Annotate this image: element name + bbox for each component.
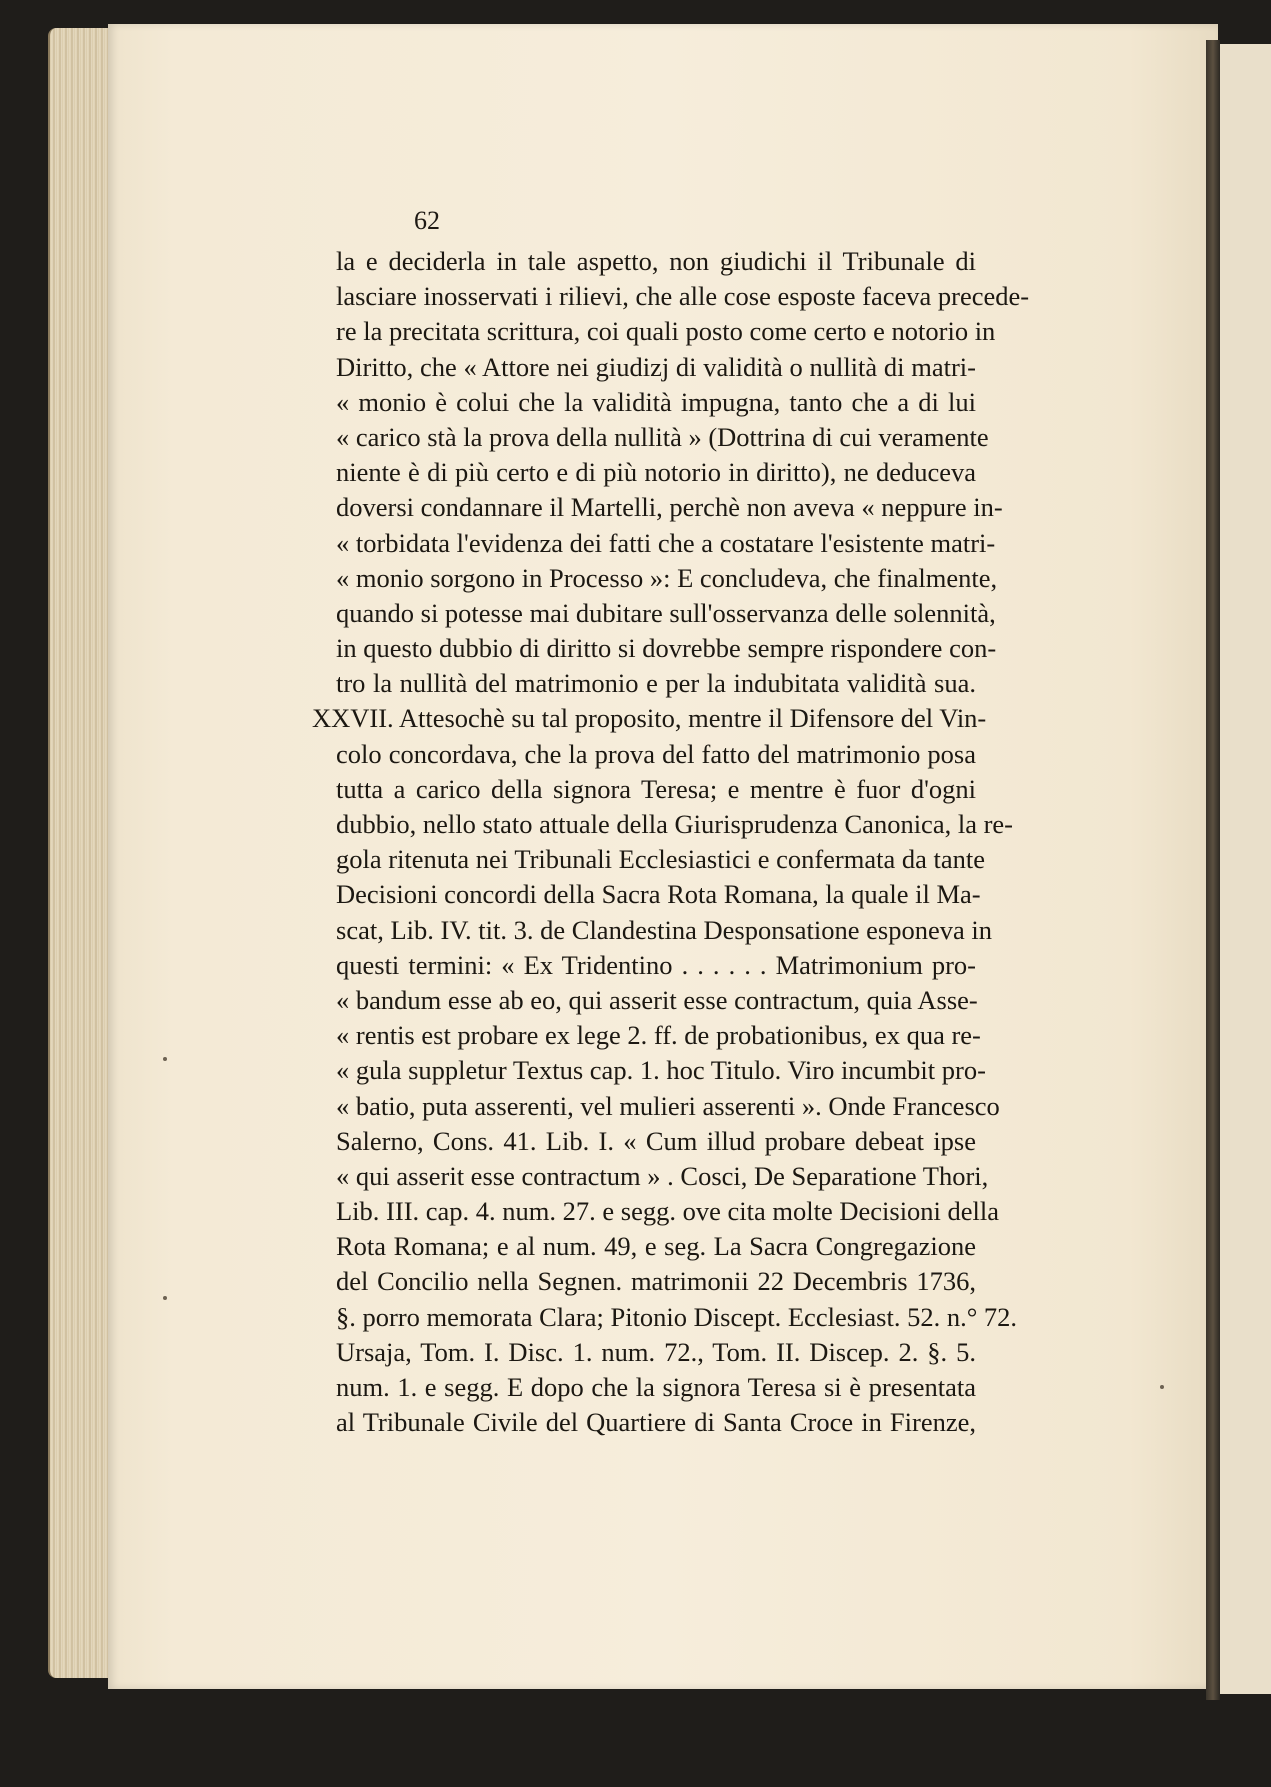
text-line: « carico stà la prova della nullità » (Dottrina di cui veramente — [336, 421, 989, 452]
text-line: « monio sorgono in Processo »: E concludeva, che finalmente, — [336, 562, 998, 593]
text-line: gola ritenuta nei Tribunali Ecclesiastici e confermata da tante — [336, 844, 986, 875]
text-line: colo concordava, che la prova del fatto del matrimonio posa — [336, 738, 976, 769]
text-line: « monio è colui che la validità impugna, tanto che a di lui — [336, 386, 976, 417]
text-line: « gula suppletur Textus cap. 1. hoc Titulo. Viro incumbit pro- — [336, 1055, 986, 1086]
text-line: re la precitata scrittura, coi quali posto come certo e notorio in — [336, 316, 996, 347]
text-line: « qui asserit esse contractum » . Cosci, De Separatione Thori, — [336, 1160, 989, 1191]
text-line: lasciare inosservati i rilievi, che alle cose esposte faceva precede- — [336, 281, 1030, 312]
text-line: in questo dubbio di diritto si dovrebbe sempre rispondere con- — [336, 633, 997, 664]
text-line: Salerno, Cons. 41. Lib. I. « Cum illud probare debeat ipse — [336, 1125, 976, 1156]
page-number: 62 — [414, 206, 440, 235]
text-line: doversi condannare il Martelli, perchè non aveva « neppure in- — [336, 492, 1003, 523]
text-line: « rentis est probare ex lege 2. ff. de probationibus, ex qua re- — [336, 1020, 981, 1051]
body-text — [312, 244, 1030, 1440]
section-heading-line: XXVII. Attesochè su tal proposito, mentre il Difensore del Vin- — [312, 703, 987, 734]
text-line: tro la nullità del matrimonio e per la indubitata validità sua. — [336, 668, 976, 699]
text-line: Rota Romana; e al num. 49, e seg. La Sacra Congregazione — [336, 1231, 976, 1262]
text-line: del Concilio nella Segnen. matrimonii 22 Decembris 1736, — [336, 1266, 976, 1297]
text-line: niente è di più certo e di più notorio in diritto), ne deduceva — [336, 457, 976, 488]
text-line: tutta a carico della signora Teresa; e mentre è fuor d'ogni — [336, 773, 976, 804]
text-line: al Tribunale Civile del Quartiere di Santa Croce in Firenze, — [336, 1407, 976, 1438]
paper-speck — [1160, 1385, 1164, 1389]
text-line: num. 1. e segg. E dopo che la signora Teresa si è presentata — [336, 1372, 976, 1402]
adjacent-page-edge — [1220, 44, 1271, 1694]
text-line: la e deciderla in tale aspetto, non giudichi il Tribunale di — [336, 246, 976, 276]
text-line: quando si potesse mai dubitare sull'osservanza delle solennità, — [336, 597, 996, 628]
text-line: Ursaja, Tom. I. Disc. 1. num. 72., Tom. II. Discep. 2. §. 5. — [336, 1336, 976, 1367]
text-line: §. porro memorata Clara; Pitonio Discept. Ecclesiast. 52. n.° 72. — [336, 1301, 1018, 1332]
paper-speck — [163, 1296, 167, 1300]
text-line: « torbidata l'evidenza dei fatti che a costatare l'esistente matri- — [336, 527, 996, 558]
paper-speck — [163, 1057, 167, 1061]
text-line: « bandum esse ab eo, qui asserit esse contractum, quia Asse- — [336, 984, 978, 1015]
text-line: scat, Lib. IV. tit. 3. de Clandestina Desponsatione esponeva in — [336, 914, 992, 945]
text-line: Lib. III. cap. 4. num. 27. e segg. ove cita molte Decisioni della — [336, 1196, 1000, 1227]
text-line: « batio, puta asserenti, vel mulieri asserenti ». Onde Francesco — [336, 1090, 1000, 1121]
text-line: dubbio, nello stato attuale della Giurisprudenza Canonica, la re- — [336, 809, 1013, 839]
book-gutter — [1206, 40, 1220, 1700]
text-line: questi termini: « Ex Tridentino . . . . . . Matrimonium pro- — [336, 949, 976, 980]
text-line: Diritto, che « Attore nei giudizj di validità o nullità di matri- — [336, 351, 976, 382]
text-line: Decisioni concordi della Sacra Rota Romana, la quale il Ma- — [336, 879, 981, 910]
